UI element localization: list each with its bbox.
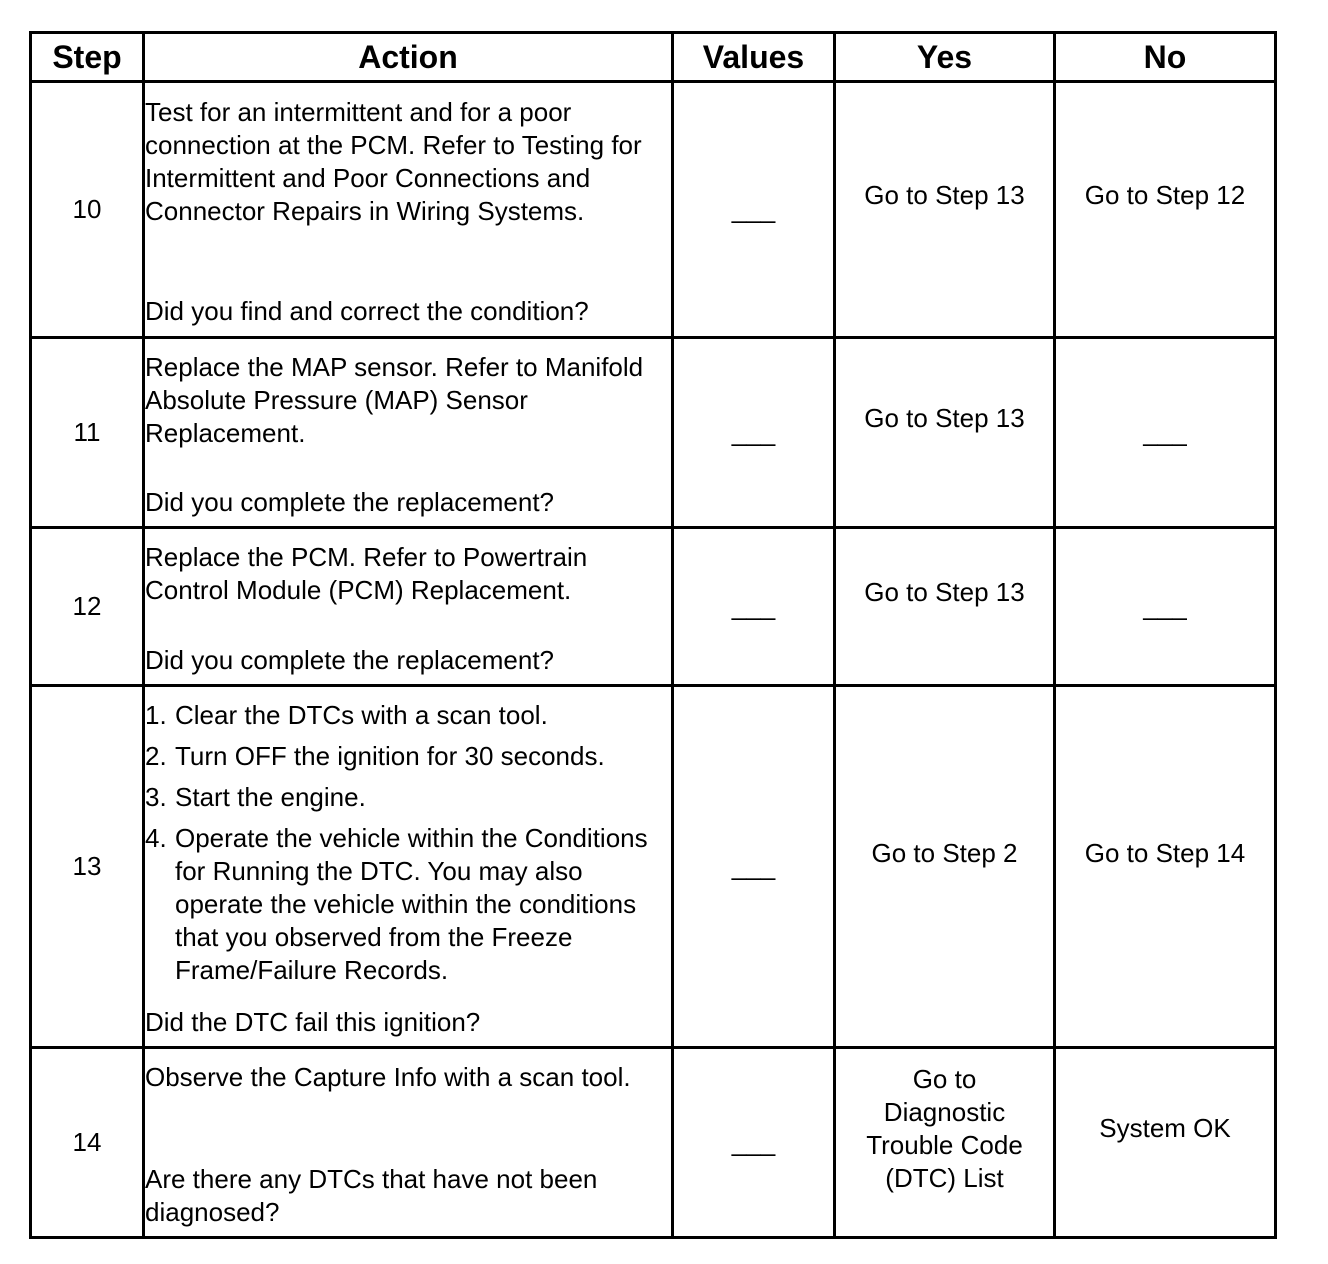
values-cell: ___ — [673, 686, 835, 1048]
yes-cell — [835, 82, 1055, 338]
action-cell — [144, 82, 673, 338]
table-row — [31, 82, 1276, 338]
values-cell: ___ — [673, 528, 835, 686]
yes-cell — [835, 686, 1055, 1048]
action-cell — [144, 528, 673, 686]
yes-cell — [835, 528, 1055, 686]
header-no: No — [1055, 33, 1276, 82]
action-question: Did the DTC fail this ignition? — [145, 1006, 481, 1037]
no-cell — [1055, 82, 1276, 338]
no-text: Go to Step 14 — [1084, 838, 1246, 868]
action-question: Are there any DTCs that have not been diagnosed? — [145, 1163, 598, 1227]
substep-list — [145, 699, 671, 987]
list-item: 3. Start the engine. — [145, 781, 366, 812]
action-text: Replace the PCM. Refer to Powertrain Control Module (PCM) Replacement. — [145, 541, 588, 605]
yes-cell — [835, 338, 1055, 528]
header-values: Values — [673, 33, 835, 82]
yes-text: Go to Step 13 — [864, 577, 1025, 607]
action-text: Observe the Capture Info with a scan tool. — [145, 1061, 631, 1092]
list-item: 1. Clear the DTCs with a scan tool. — [145, 699, 548, 730]
step-number: 14 — [31, 1048, 144, 1238]
action-cell — [144, 338, 673, 528]
header-row — [31, 33, 1276, 82]
values-cell: ___ — [673, 1048, 835, 1238]
action-text: Test for an intermittent and for a poor connection at the PCM. Refer to Testing for Intermittent and Poor Connections and Connector Repairs in Wiring Systems. — [145, 96, 642, 226]
yes-text: Go to Step 13 — [864, 180, 1025, 210]
list-item: 4. Operate the vehicle within the Conditions for Running the DTC. You may also operate the vehicle within the conditions that you observed from the Freeze Frame/Failure Records. — [145, 822, 648, 985]
no-text: Go to Step 12 — [1084, 180, 1246, 210]
header-yes: Yes — [835, 33, 1055, 82]
action-cell — [144, 686, 673, 1048]
no-cell — [1055, 1048, 1276, 1238]
step-number: 10 — [31, 82, 144, 338]
step-number: 11 — [31, 338, 144, 528]
action-question: Did you find and correct the condition? — [145, 295, 589, 326]
table-row — [31, 528, 1276, 686]
action-text: Replace the MAP sensor. Refer to Manifold Absolute Pressure (MAP) Sensor Replacement. — [145, 351, 644, 448]
yes-text: Go to Step 13 — [864, 403, 1025, 433]
action-question: Did you complete the replacement? — [145, 486, 555, 517]
no-text: System OK — [1099, 1113, 1231, 1143]
step-number: 13 — [31, 686, 144, 1048]
action-question: Did you complete the replacement? — [145, 644, 555, 675]
action-cell — [144, 1048, 673, 1238]
yes-text: Go to Diagnostic Trouble Code (DTC) List — [866, 1063, 1023, 1193]
list-item: 2. Turn OFF the ignition for 30 seconds. — [145, 740, 605, 771]
header-step: Step — [31, 33, 144, 82]
diagnostic-table — [29, 31, 1277, 1239]
values-cell: ___ — [673, 338, 835, 528]
table-row — [31, 686, 1276, 1048]
no-cell — [1055, 686, 1276, 1048]
no-cell: ___ — [1055, 528, 1276, 686]
table-row — [31, 338, 1276, 528]
yes-text: Go to Step 2 — [871, 838, 1018, 868]
step-number: 12 — [31, 528, 144, 686]
yes-cell — [835, 1048, 1055, 1238]
table-row — [31, 1048, 1276, 1238]
values-cell: ___ — [673, 82, 835, 338]
header-action: Action — [144, 33, 673, 82]
no-cell: ___ — [1055, 338, 1276, 528]
